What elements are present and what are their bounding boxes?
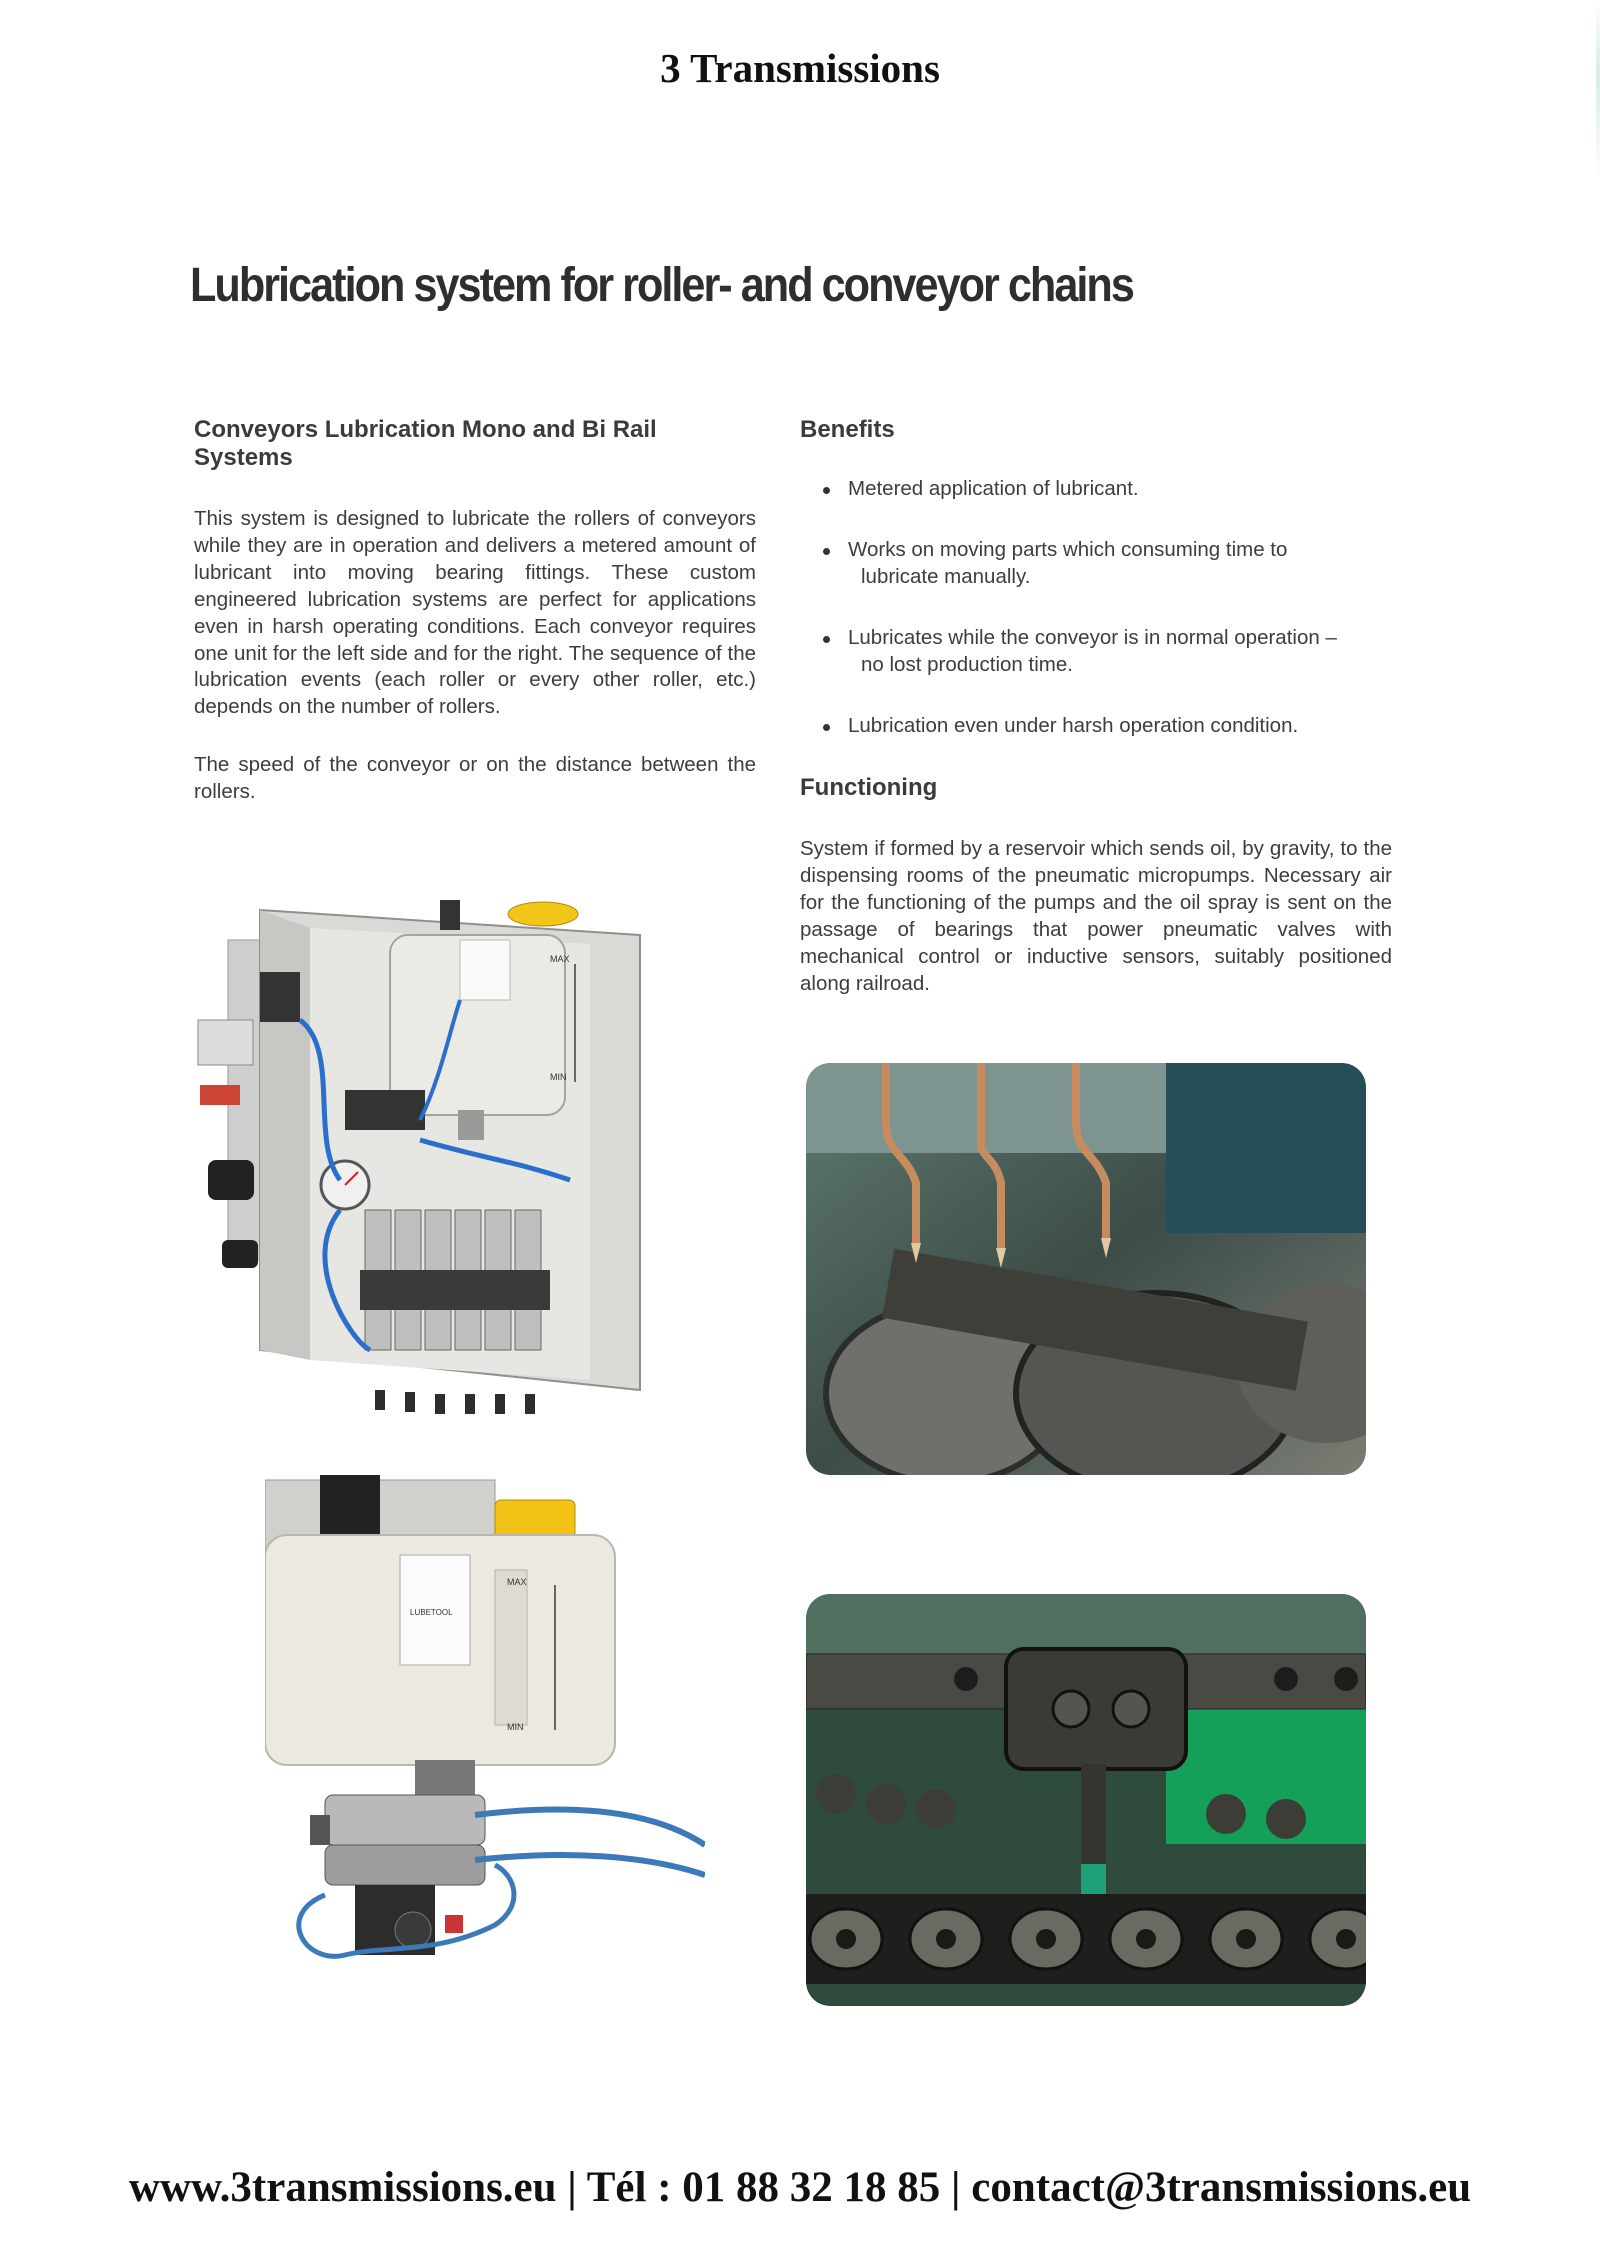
conveyor-chain-photo <box>806 1594 1366 2006</box>
lubrication-cabinet-image <box>190 880 650 1420</box>
functioning-paragraph: System if formed by a reservoir which sends oil, by gravity, to the dispensing rooms of the pneumatic micropumps. Necessary air for the functioning of the pumps and the oil spray is sent on the passage of bearings that power pneumatic valves with mechanical control or inductive sensors, suitably positioned along railroad. <box>800 837 1392 995</box>
min-label: MIN <box>507 1722 524 1732</box>
benefit-item <box>800 713 1400 740</box>
functioning-heading: Functioning <box>800 774 938 801</box>
reservoir-label: LUBETOOL <box>410 1608 453 1617</box>
roller-lubrication-photo <box>806 1063 1366 1475</box>
max-label: MAX <box>550 954 570 964</box>
benefit-item <box>800 625 1400 679</box>
benefits-heading: Benefits <box>800 416 895 443</box>
benefit-text: Lubrication even under harsh operation condition. <box>848 713 1299 737</box>
left-heading-line2: Systems <box>194 444 293 471</box>
benefit-item <box>800 537 1400 591</box>
left-heading-line1: Conveyors Lubrication Mono and Bi Rail <box>194 416 657 443</box>
benefit-item <box>800 476 1400 503</box>
benefits-list <box>800 476 1400 739</box>
description-paragraph-2: The speed of the conveyor or on the distance between the rollers. <box>194 753 756 803</box>
reservoir-pump-image <box>265 1475 705 1995</box>
page-title: Lubrication system for roller- and conveyor chains <box>190 259 1133 312</box>
footer-contact: www.3transmissions.eu | Tél : 01 88 32 18 85 | contact@3transmissions.eu <box>128 2164 1472 2211</box>
benefit-text: Lubricates while the conveyor is in normal operation – <box>848 625 1337 649</box>
benefit-text: Works on moving parts which consuming time to <box>848 537 1288 561</box>
brand-header: 3 Transmissions <box>660 45 940 91</box>
benefit-text-continued: no lost production time. <box>861 652 1073 676</box>
description-paragraph: This system is designed to lubricate the rollers of conveyors while they are in operation and delivers a metered amount of lubricant into moving bearing fittings. These custom engineered lubrication systems are perfect for applications even in harsh operating conditions. Each conveyor requires one unit for the left side and for the right. The sequence of the lubrication events (each roller or every other roller, etc.) depends on the number of rollers. <box>194 507 756 719</box>
benefit-text-continued: lubricate manually. <box>861 564 1031 588</box>
left-section-heading <box>194 416 774 472</box>
max-label: MAX <box>507 1577 527 1587</box>
min-label: MIN <box>550 1072 567 1082</box>
benefit-text: Metered application of lubricant. <box>848 477 1139 500</box>
